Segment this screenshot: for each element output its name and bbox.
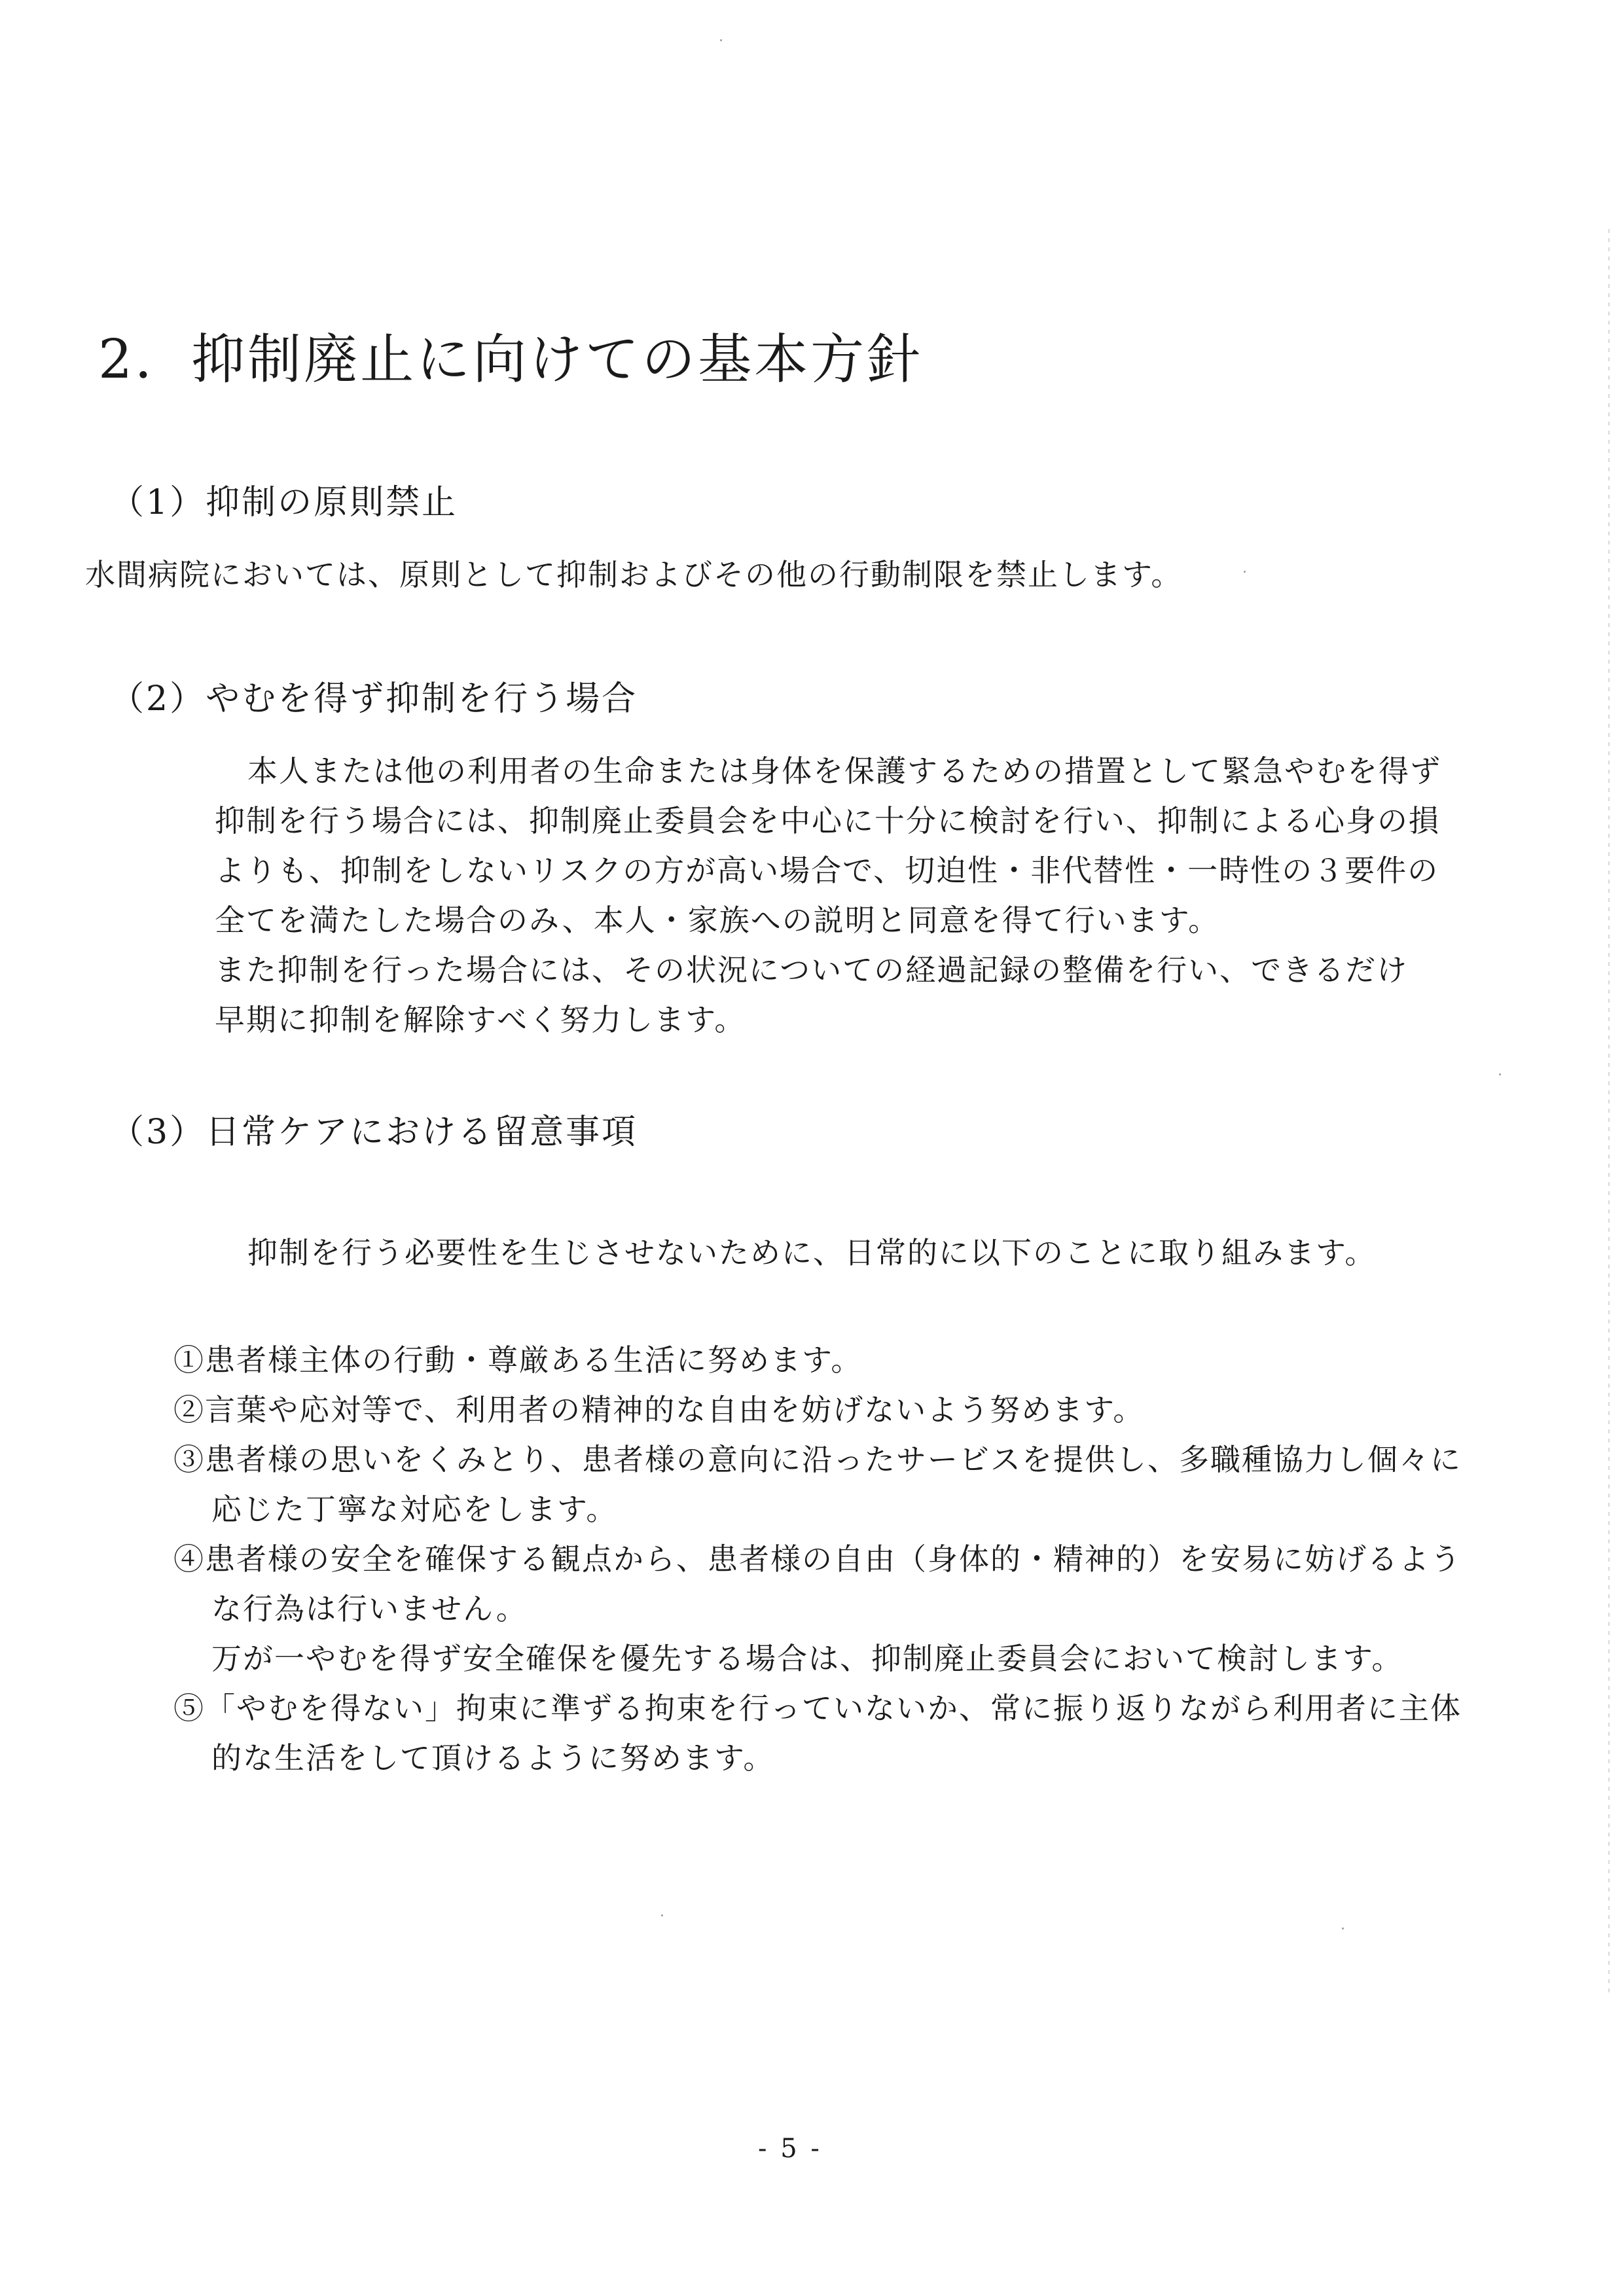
page-title: 2．抑制廃止に向けての基本方針: [98, 329, 924, 391]
list-item: ③患者様の思いをくみとり、患者様の意向に沿ったサービスを提供し、多職種協力し個々に: [173, 1442, 1462, 1477]
list-item: ①患者様主体の行動・尊厳ある生活に努めます。: [173, 1342, 863, 1378]
scan-edge-line: [1608, 229, 1610, 1996]
paragraph-line: 全てを満たした場合のみ、本人・家族への説明と同意を得て行います。: [215, 903, 1220, 938]
list-item-continuation: 万が一やむを得ず安全確保を優先する場合は、抑制廃止委員会において検討します。: [211, 1641, 1403, 1676]
section-3-list: [173, 1335, 1522, 1783]
scan-speck: [1499, 1073, 1501, 1075]
section-3-intro: 抑制を行う必要性を生じさせないために、日常的に以下のことに取り組みます。: [247, 1235, 1377, 1270]
paragraph-line: また抑制を行った場合には、その状況についての経過記録の整備を行い、できるだけ: [215, 952, 1409, 988]
paragraph-line: 本人または他の利用者の生命または身体を保護するための措置として緊急やむを得ず: [247, 753, 1441, 789]
section-1-text: 水間病院においては、原則として抑制およびその他の行動制限を禁止します。: [85, 557, 1183, 592]
page-number: - 5 -: [758, 2134, 822, 2164]
list-item: ⑤「やむを得ない」拘束に準ずる拘束を行っていないか、常に振り返りながら利用者に主体: [173, 1691, 1462, 1726]
list-item-continuation: 的な生活をして頂けるように努めます。: [211, 1740, 775, 1776]
list-item: ②言葉や応対等で、利用者の精神的な自由を妨げないよう努めます。: [173, 1392, 1145, 1427]
scan-speck: [1244, 571, 1246, 573]
list-item-continuation: 応じた丁寧な対応をします。: [211, 1492, 618, 1527]
list-item-continuation: な行為は行いません。: [211, 1591, 528, 1626]
scan-speck: [720, 39, 722, 41]
section-2-paragraph: [215, 746, 1524, 1045]
section-3-heading: （3）日常ケアにおける留意事項: [110, 1113, 638, 1152]
list-item: ④患者様の安全を確保する観点から、患者様の自由（身体的・精神的）を安易に妨げるよう: [173, 1541, 1462, 1577]
paragraph-line: 抑制を行う場合には、抑制廃止委員会を中心に十分に検討を行い、抑制による心身の損: [215, 803, 1440, 838]
section-1-heading: （1）抑制の原則禁止: [110, 483, 458, 522]
scan-speck: [1342, 1928, 1344, 1929]
paragraph-line: よりも、抑制をしないリスクの方が高い場合で、切迫性・非代替性・一時性の３要件の: [215, 853, 1439, 888]
section-2-heading: （2）やむを得ず抑制を行う場合: [110, 679, 638, 719]
paragraph-line: 早期に抑制を解除すべく努力します。: [215, 1002, 746, 1037]
scan-speck: [661, 1914, 663, 1916]
